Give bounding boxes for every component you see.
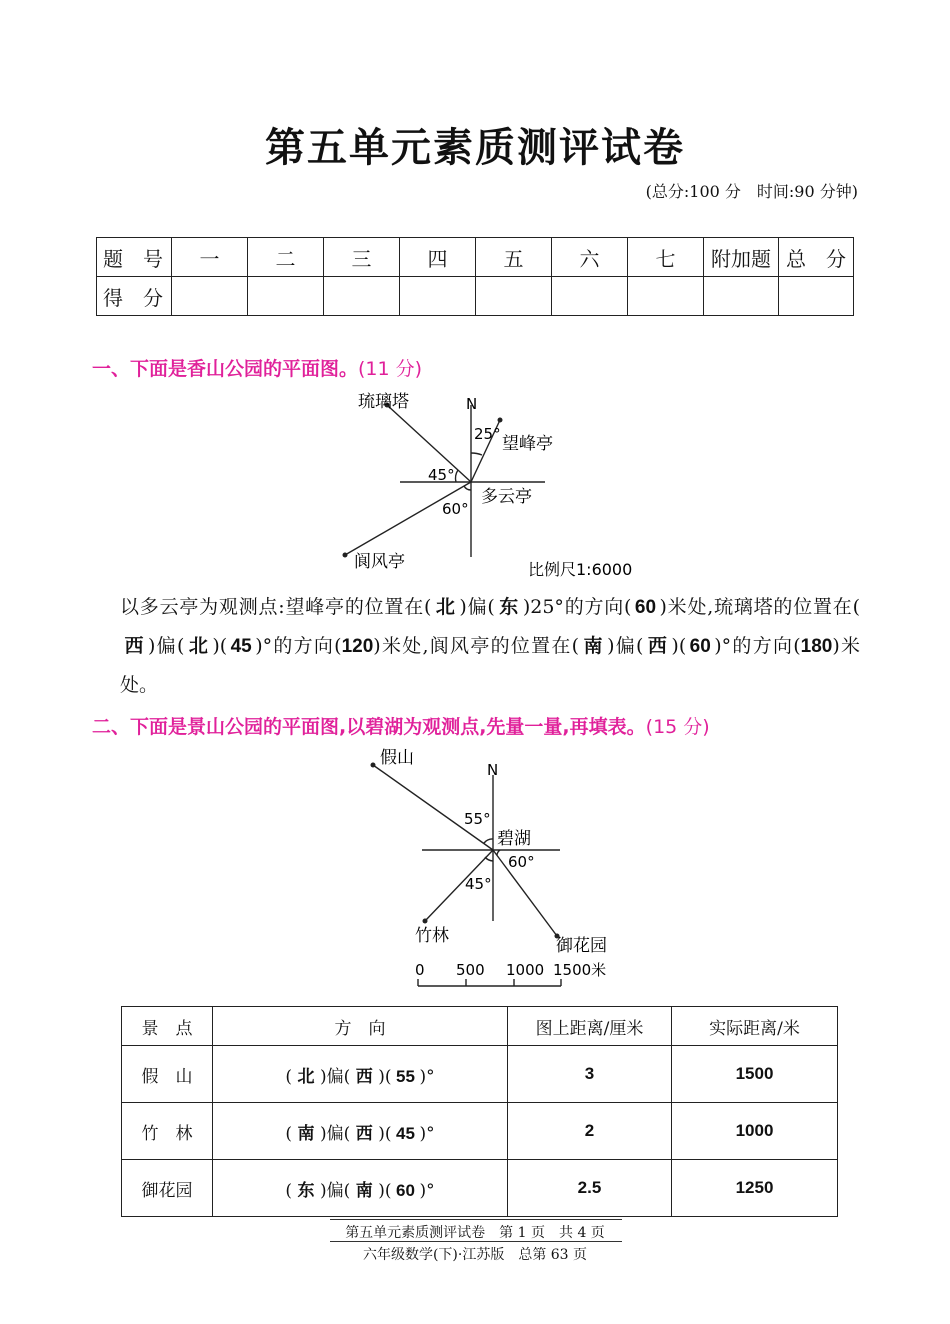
section2-heading-text: 二、下面是景山公园的平面图,以碧湖为观测点,先量一量,再填表。 <box>92 716 646 738</box>
scale-label: 0 <box>415 961 425 979</box>
text: )偏( <box>459 596 495 618</box>
score-table-row2-label: 得 分 <box>97 277 172 316</box>
score-col-7: 七 <box>628 238 704 277</box>
answer-blank[interactable]: 55 <box>396 1066 415 1086</box>
paren: )( <box>378 1123 392 1144</box>
paren: )偏( <box>319 1180 351 1201</box>
angle-arc-45 <box>456 470 458 482</box>
paren: )( <box>378 1066 392 1087</box>
header-spot: 景 点 <box>122 1007 213 1046</box>
score-cell[interactable] <box>248 277 324 316</box>
map-distance[interactable]: 2.5 <box>508 1160 672 1217</box>
answer-blank[interactable]: 南 <box>297 1123 315 1143</box>
score-cell[interactable] <box>704 277 779 316</box>
xiangshan-map <box>330 385 660 585</box>
page-title: 第五单元素质测评试卷 <box>265 124 685 171</box>
score-cell[interactable] <box>552 277 628 316</box>
north-label: N <box>466 395 478 413</box>
table-row <box>122 1103 838 1160</box>
score-col-1: 一 <box>172 238 248 277</box>
score-col-6: 六 <box>552 238 628 277</box>
paren: )° <box>419 1180 435 1201</box>
jiashan-point <box>371 763 376 768</box>
text: )°的方向( <box>255 635 342 657</box>
angle-arc-60 <box>464 486 471 490</box>
answer-blank[interactable]: 60 <box>634 597 657 618</box>
score-cell[interactable] <box>628 277 704 316</box>
table-row <box>122 1160 838 1217</box>
text: 以多云亭为观测点:望峰亭的位置在( <box>120 596 432 618</box>
text: )米处,琉璃塔的位置在( <box>659 596 860 618</box>
answer-blank[interactable]: 东 <box>499 597 519 618</box>
angle-25-label: 25° <box>474 425 501 443</box>
answer-blank[interactable]: 西 <box>124 636 144 657</box>
footer-book-info: 六年级数学(下)·江苏版 总第 63 页 <box>362 1247 588 1263</box>
section2-heading <box>92 712 710 739</box>
scale-label: 500 <box>456 961 485 979</box>
table-row <box>122 1046 838 1103</box>
yuefengting-label: 阆风亭 <box>354 552 405 572</box>
north-label: N <box>487 761 499 779</box>
scale-label: 1500米 <box>553 961 607 979</box>
answer-blank[interactable]: 60 <box>396 1180 415 1200</box>
scale-label: 1000 <box>506 961 545 979</box>
score-col-4: 四 <box>400 238 476 277</box>
map-distance[interactable]: 3 <box>508 1046 672 1103</box>
score-cell[interactable] <box>324 277 400 316</box>
section1-points: (11 分) <box>358 358 423 380</box>
answer-blank[interactable]: 北 <box>435 597 455 618</box>
bihu-label: 碧湖 <box>497 829 531 849</box>
scale-label: 比例尺1:6000 <box>528 560 633 579</box>
yuhuayuan-label: 御花园 <box>556 936 607 956</box>
angle-45-label: 45° <box>465 875 492 893</box>
jingshan-map <box>360 745 640 990</box>
angle-60-label: 60° <box>508 853 535 871</box>
angle-arc-55 <box>484 839 493 843</box>
paren: )( <box>378 1180 392 1201</box>
paren: )偏( <box>319 1123 351 1144</box>
text: )米处,阆风亭的位置在( <box>373 635 580 657</box>
score-col-bonus: 附加题 <box>704 238 779 277</box>
direction-cell <box>213 1160 508 1217</box>
wangfengting-label: 望峰亭 <box>502 434 553 454</box>
score-col-total: 总 分 <box>779 238 854 277</box>
answer-blank[interactable]: 180 <box>800 636 833 657</box>
angle-arc-45 <box>485 857 493 861</box>
header-real-distance: 实际距离/米 <box>672 1007 838 1046</box>
score-table-row1-label: 题 号 <box>97 238 172 277</box>
text: )偏( <box>148 635 185 657</box>
score-col-3: 三 <box>324 238 400 277</box>
score-cell[interactable] <box>476 277 552 316</box>
text: )( <box>212 635 228 657</box>
text: )25°的方向( <box>522 596 632 618</box>
paren: ( <box>285 1123 292 1144</box>
text: )°的方向( <box>714 635 801 657</box>
zhulin-label: 竹林 <box>415 926 449 946</box>
yuefengting-point <box>343 553 348 558</box>
section2-points: (15 分) <box>645 716 710 738</box>
answer-blank[interactable]: 东 <box>297 1180 315 1200</box>
angle-60-label: 60° <box>442 500 469 518</box>
spot-name: 竹 林 <box>122 1103 213 1160</box>
footer-rule <box>330 1219 622 1220</box>
answer-blank[interactable]: 西 <box>647 636 667 657</box>
answer-blank[interactable]: 120 <box>341 636 374 657</box>
direction-cell <box>213 1046 508 1103</box>
score-cell[interactable] <box>400 277 476 316</box>
answer-blank[interactable]: 西 <box>355 1123 373 1143</box>
exam-info: (总分:100 分 时间:90 分钟) <box>645 182 858 201</box>
jiashan-line <box>373 765 493 850</box>
angle-arc-60 <box>497 850 500 855</box>
score-cell[interactable] <box>779 277 854 316</box>
text: )偏( <box>607 635 644 657</box>
answer-table <box>121 1006 838 1217</box>
text: )米处。 <box>120 635 861 696</box>
map-distance[interactable]: 2 <box>508 1103 672 1160</box>
paren: )° <box>419 1066 435 1087</box>
paren: )° <box>419 1123 435 1144</box>
answer-blank[interactable]: 北 <box>188 636 208 657</box>
angle-45-label: 45° <box>428 466 455 484</box>
score-table <box>96 237 854 316</box>
answer-blank[interactable]: 45 <box>396 1123 415 1143</box>
answer-blank[interactable]: 南 <box>355 1180 373 1200</box>
answer-blank[interactable]: 45 <box>230 636 252 657</box>
section1-answer-text <box>120 588 860 705</box>
score-col-5: 五 <box>476 238 552 277</box>
answer-blank[interactable]: 60 <box>689 636 711 657</box>
text: )( <box>671 635 687 657</box>
paren: ( <box>285 1066 292 1087</box>
zhulin-point <box>423 919 428 924</box>
score-col-2: 二 <box>248 238 324 277</box>
section1-heading <box>92 354 422 381</box>
header-direction: 方 向 <box>213 1007 508 1046</box>
wangfengting-point <box>498 418 503 423</box>
direction-cell <box>213 1103 508 1160</box>
answer-blank[interactable]: 北 <box>297 1066 315 1086</box>
angle-55-label: 55° <box>464 810 491 828</box>
yuefengting-line <box>345 482 471 555</box>
footer-page-info: 第五单元素质测评试卷 第 1 页 共 4 页 <box>345 1225 605 1241</box>
paren: )偏( <box>319 1066 351 1087</box>
liulita-label: 琉璃塔 <box>358 392 409 412</box>
real-distance[interactable]: 1250 <box>672 1160 838 1217</box>
answer-blank[interactable]: 西 <box>355 1066 373 1086</box>
header-map-distance: 图上距离/厘米 <box>508 1007 672 1046</box>
spot-name: 御花园 <box>122 1160 213 1217</box>
real-distance[interactable]: 1000 <box>672 1103 838 1160</box>
answer-blank[interactable]: 南 <box>583 636 603 657</box>
section1-heading-text: 一、下面是香山公园的平面图。 <box>92 358 359 380</box>
jiashan-label: 假山 <box>380 748 414 768</box>
real-distance[interactable]: 1500 <box>672 1046 838 1103</box>
spot-name: 假 山 <box>122 1046 213 1103</box>
footer-rule <box>330 1241 622 1242</box>
paren: ( <box>285 1180 292 1201</box>
score-cell[interactable] <box>172 277 248 316</box>
duoyunting-label: 多云亭 <box>481 487 532 507</box>
angle-arc-25 <box>471 453 482 455</box>
